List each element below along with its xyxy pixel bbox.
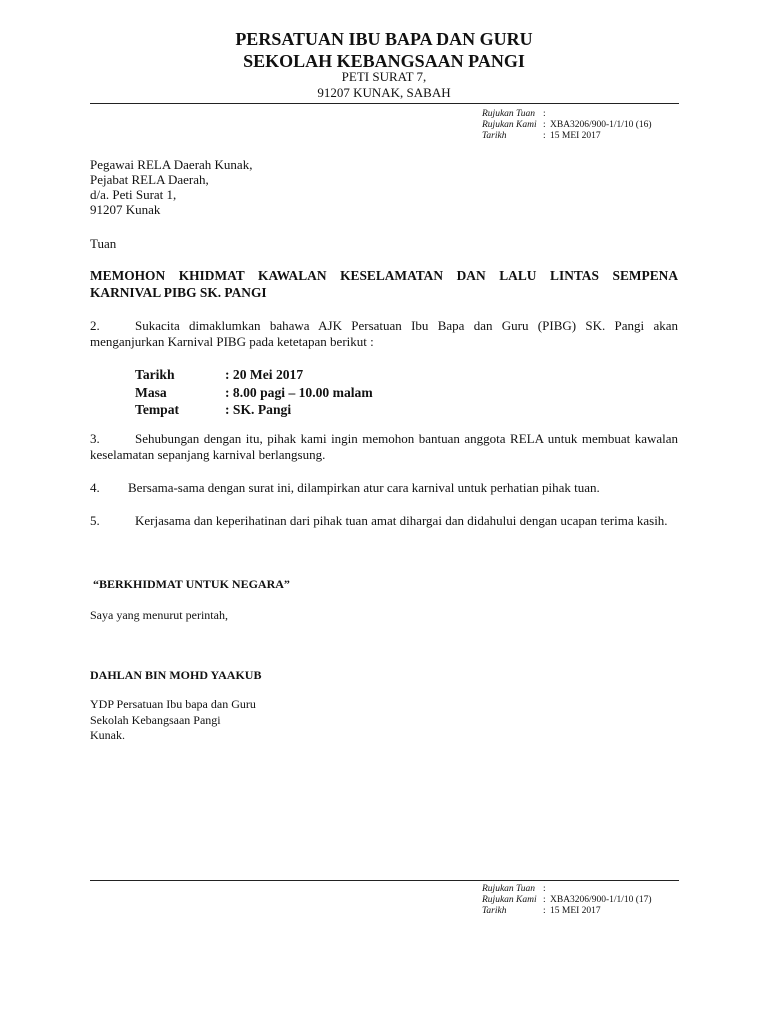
signatory-title-line: YDP Persatuan Ibu bapa dan Guru (90, 697, 256, 711)
reference-value: 15 MEI 2017 (550, 131, 601, 141)
paragraph-text: Sukacita dimaklumkan bahawa AJK Persatuan Ibu Bapa dan Guru (PIBG) SK. Pangi akan menganjurkan Karnival PIBG pada ketetapan berikut : (90, 318, 678, 349)
recipient-address (90, 157, 252, 217)
recipient-line: 91207 Kunak (90, 202, 161, 217)
paragraph-text: Kerjasama dan keperihatinan dari pihak tuan amat dihargai dan didahului dengan ucapan terima kasih. (135, 513, 668, 528)
reference-label: Rujukan Kami (482, 120, 537, 130)
reference-row: Tarikh : 15 MEI 2017 (482, 906, 601, 916)
salutation: Tuan (90, 236, 117, 251)
reference-value: 15 MEI 2017 (550, 906, 601, 916)
footer-divider (90, 880, 679, 881)
event-detail-value: : SK. Pangi (225, 402, 292, 417)
signatory-title-line: Sekolah Kebangsaan Pangi (90, 712, 221, 727)
reference-label: Tarikh (482, 131, 507, 141)
paragraph-number: 3. (90, 431, 100, 446)
address-line-1: PETI SURAT 7, (341, 69, 427, 84)
signatory-title-line: Kunak. (90, 728, 125, 742)
paragraph-number: 4. (90, 480, 100, 495)
event-detail-label: Tarikh (135, 367, 175, 382)
reference-row: Rujukan Kami : XBA3206/900-1/1/10 (16) (482, 120, 652, 130)
closing-line: Saya yang menurut perintah, (90, 608, 228, 622)
reference-row: Tarikh : 15 MEI 2017 (482, 131, 601, 141)
reference-label: Rujukan Tuan (482, 884, 536, 894)
organization-name: PERSATUAN IBU BAPA DAN GURU (235, 29, 533, 49)
motto: “BERKHIDMAT UNTUK NEGARA” (93, 577, 290, 591)
recipient-line: d/a. Peti Surat 1, (90, 187, 177, 202)
event-detail-label: Masa (135, 384, 167, 400)
event-detail-row (135, 401, 373, 419)
reference-row: Rujukan Tuan : (482, 884, 546, 894)
reference-label: Rujukan Kami (482, 895, 537, 905)
event-detail-row (135, 366, 373, 384)
reference-label: Tarikh (482, 906, 507, 916)
paragraph-3 (90, 431, 678, 463)
signatory-name: DAHLAN BIN MOHD YAAKUB (90, 668, 262, 682)
paragraph-text: Sehubungan dengan itu, pihak kami ingin memohon bantuan anggota RELA untuk membuat kawalan keselamatan sepanjang karnival berlangsung. (90, 431, 678, 462)
paragraph-number: 5. (90, 513, 100, 528)
paragraph-text: Bersama-sama dengan surat ini, dilampirkan atur cara karnival untuk perhatian pihak tuan. (128, 480, 600, 495)
reference-row: Rujukan Tuan : (482, 109, 546, 119)
reference-row: Rujukan Kami : XBA3206/900-1/1/10 (17) (482, 895, 652, 905)
address-line-2: 91207 KUNAK, SABAH (317, 85, 451, 100)
reference-value: XBA3206/900-1/1/10 (17) (550, 895, 652, 905)
event-detail-label: Tempat (135, 402, 180, 417)
event-detail-row (135, 384, 373, 402)
recipient-line: Pejabat RELA Daerah, (90, 172, 209, 187)
letter-subject: MEMOHON KHIDMAT KAWALAN KESELAMATAN DAN LALU LINTAS SEMPENA KARNIVAL PIBG SK. PANGI (90, 268, 678, 300)
reference-label: Rujukan Tuan (482, 109, 536, 119)
paragraph-4 (90, 480, 678, 496)
header-divider (90, 103, 679, 104)
reference-block-bottom (482, 884, 652, 917)
event-detail-value: : 20 Mei 2017 (225, 367, 304, 382)
reference-value: XBA3206/900-1/1/10 (16) (550, 120, 652, 130)
paragraph-2 (90, 318, 678, 350)
signatory-title (90, 697, 256, 744)
paragraph-5 (90, 513, 678, 529)
reference-block-top (482, 109, 652, 142)
paragraph-number: 2. (90, 318, 100, 333)
school-name: SEKOLAH KEBANGSAAN PANGI (243, 51, 525, 71)
recipient-line: Pegawai RELA Daerah Kunak, (90, 157, 253, 172)
event-details (135, 366, 373, 419)
event-detail-value: : 8.00 pagi – 10.00 malam (225, 384, 373, 400)
